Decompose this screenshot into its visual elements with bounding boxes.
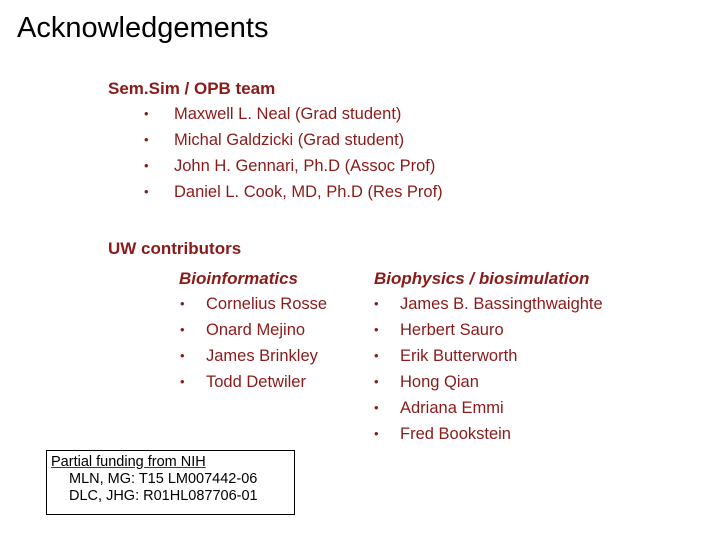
bullet-icon: • [374,296,379,311]
list-item: • James B. Bassingthwaighte [374,291,603,317]
list-item: • Erik Butterworth [374,343,603,369]
bullet-icon: • [374,426,379,441]
bioinformatics-heading: Bioinformatics [179,269,299,288]
bullet-icon: • [374,400,379,415]
funding-line: DLC, JHG: R01HL087706-01 [69,488,258,504]
team-heading: Sem.Sim / OPB team [108,79,276,98]
list-item: • Cornelius Rosse [180,291,327,317]
list-item: • Todd Detwiler [180,369,327,395]
list-item: • Michal Galdzicki (Grad student) [110,127,443,153]
bullet-icon: • [144,158,149,173]
funding-line: MLN, MG: T15 LM007442-06 [69,471,258,487]
bullet-icon: • [180,322,185,337]
biophysics-list [374,291,603,447]
bullet-icon: • [374,374,379,389]
bullet-icon: • [180,374,185,389]
list-item: • John H. Gennari, Ph.D (Assoc Prof) [110,153,443,179]
list-item: • Adriana Emmi [374,395,603,421]
slide-title: Acknowledgements [17,12,269,44]
list-item: • Maxwell L. Neal (Grad student) [110,101,443,127]
bullet-icon: • [374,348,379,363]
bullet-icon: • [144,184,149,199]
list-item: • Daniel L. Cook, MD, Ph.D (Res Prof) [110,179,443,205]
list-item: • James Brinkley [180,343,327,369]
bullet-icon: • [144,132,149,147]
funding-heading: Partial funding from NIH [51,454,206,470]
list-item: • Herbert Sauro [374,317,603,343]
bullet-icon: • [180,296,185,311]
biophysics-heading: Biophysics / biosimulation [374,269,590,288]
bullet-icon: • [374,322,379,337]
list-item: • Fred Bookstein [374,421,603,447]
uw-heading: UW contributors [108,239,242,258]
bioinformatics-list [180,291,327,395]
list-item: • Hong Qian [374,369,603,395]
list-item: • Onard Mejino [180,317,327,343]
team-list [110,101,443,205]
bullet-icon: • [144,106,149,121]
bullet-icon: • [180,348,185,363]
funding-box [46,450,295,515]
